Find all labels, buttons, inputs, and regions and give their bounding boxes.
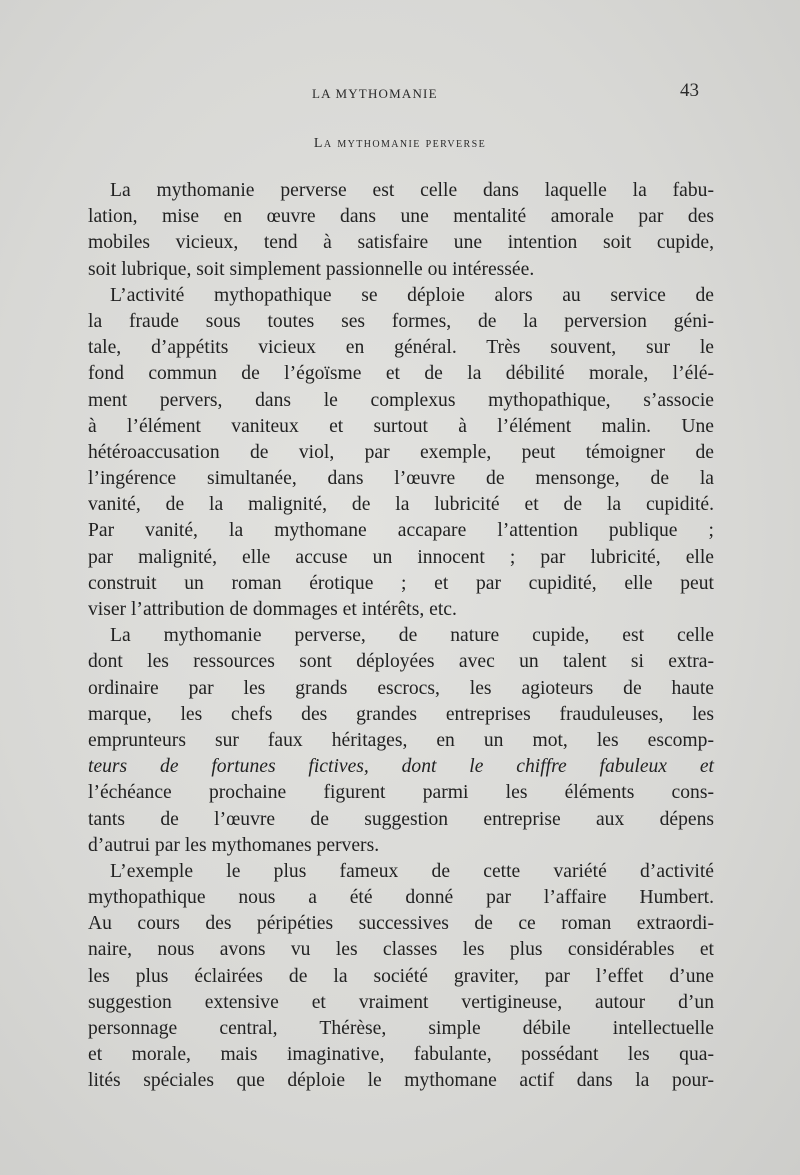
text-line: ment pervers, dans le complexus mythopathique, s’associe: [88, 389, 714, 411]
text-line: à l’élément vaniteux et surtout à l’élément malin. Une: [88, 415, 714, 437]
text-line: personnage central, Thérèse, simple débile intellectuelle: [88, 1018, 714, 1039]
text-line: tants de l’œuvre de suggestion entreprise aux dépens: [88, 808, 714, 830]
text-line: viser l’attribution de dommages et intérêts, etc.: [88, 599, 457, 620]
text-line: lités spéciales que déploie le mythomane actif dans la pour-: [88, 1070, 714, 1092]
text-line: par malignité, elle accuse un innocent ; par lubricité, elle: [88, 546, 714, 568]
text-line: et morale, mais imaginative, fabulante, possédant les qua-: [88, 1044, 714, 1066]
text-line: l’ingérence simultanée, dans l’œuvre de mensonge, de la: [88, 468, 714, 490]
text-line: emprunteurs sur faux héritages, en un mot, les escomp-: [88, 729, 714, 751]
text-line: lation, mise en œuvre dans une mentalité amorale par des: [88, 206, 714, 228]
text-line: soit lubrique, soit simplement passionnelle ou intéressée.: [88, 258, 535, 280]
text-line: L’exemple le plus fameux de cette variété d’activité: [110, 860, 714, 882]
page-number: 43: [680, 80, 699, 101]
text-line: fond commun de l’égoïsme et de la débilité morale, l’élé-: [88, 363, 714, 385]
text-line: la fraude sous toutes ses formes, de la perversion géni-: [88, 310, 714, 332]
text-line: La mythomanie perverse, de nature cupide, est celle: [110, 625, 714, 647]
text-line: Par vanité, la mythomane accapare l’attention publique ;: [88, 520, 714, 542]
text-line: dont les ressources sont déployées avec un talent si extra-: [88, 651, 714, 673]
text-line: suggestion extensive et vraiment vertigineuse, autour d’un: [88, 991, 714, 1013]
text-line: les plus éclairées de la société graviter, par l’effet d’une: [88, 965, 714, 987]
text-line: tale, d’appétits vicieux en général. Très souvent, sur le: [88, 337, 714, 359]
text-line: mythopathique nous a été donné par l’affaire Humbert.: [88, 887, 714, 909]
text-line: construit un roman érotique ; et par cupidité, elle peut: [88, 572, 714, 594]
text-line: vanité, de la malignité, de la lubricité et de la cupidité.: [88, 494, 714, 516]
running-head: LA MYTHOMANIE: [312, 86, 438, 101]
text-line: ordinaire par les grands escrocs, les agioteurs de haute: [88, 677, 714, 699]
section-title: La mythomanie perverse: [313, 136, 487, 151]
text-line: naire, nous avons vu les classes les plus considérables et: [88, 939, 714, 961]
text-line: Au cours des péripéties successives de ce roman extraordi-: [88, 913, 714, 935]
text-line: l’échéance prochaine figurent parmi les éléments cons-: [88, 782, 714, 804]
text-line: L’activité mythopathique se déploie alors au service de: [110, 284, 714, 306]
text-line: teurs de fortunes fictives, dont le chiffre fabuleux et: [88, 756, 714, 778]
text-line: marque, les chefs des grandes entreprises frauduleuses, les: [88, 703, 714, 725]
body-text: [88, 178, 714, 1095]
text-line: La mythomanie perverse est celle dans laquelle la fabu-: [110, 180, 714, 201]
text-line: mobiles vicieux, tend à satisfaire une intention soit cupide,: [88, 232, 714, 254]
text-line: hétéroaccusation de viol, par exemple, peut témoigner de: [88, 441, 714, 463]
text-line: d’autrui par les mythomanes pervers.: [88, 834, 380, 856]
